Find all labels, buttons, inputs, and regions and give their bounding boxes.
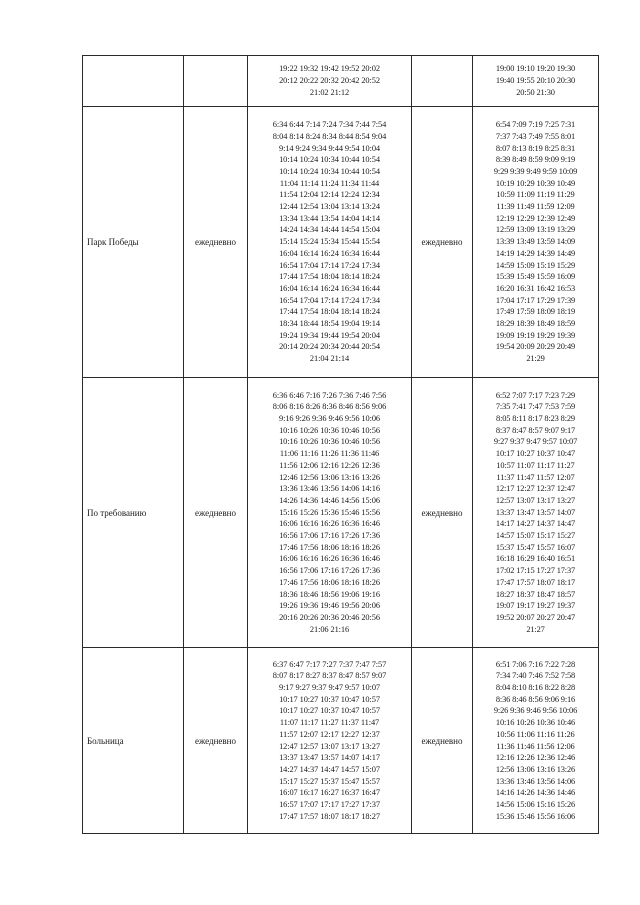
- times-cell: [473, 56, 599, 107]
- time-line: 20:12 20:22 20:32 20:42 20:52: [279, 76, 380, 86]
- time-line: 10:19 10:29 10:39 10:49: [495, 178, 576, 188]
- time-line: 21:04 21:14: [309, 354, 350, 364]
- time-line: 13:36 13:46 13:56 14:06: [495, 776, 576, 786]
- days-cell: [412, 56, 473, 107]
- stop-name: Больница: [83, 648, 184, 834]
- time-line: 13:37 13:47 13:57 14:07 14:17: [279, 753, 380, 763]
- time-line: 16:20 16:31 16:42 16:53: [495, 283, 576, 293]
- time-line: 13:34 13:44 13:54 14:04 14:14: [279, 213, 380, 223]
- time-line: 14:57 15:07 15:17 15:27: [495, 531, 576, 541]
- time-line: 6:34 6:44 7:14 7:24 7:34 7:44 7:54: [272, 120, 387, 130]
- time-line: 11:39 11:49 11:59 12:09: [496, 202, 575, 212]
- time-line: 19:22 19:32 19:42 19:52 20:02: [279, 64, 380, 74]
- schedule-row: [83, 107, 599, 378]
- time-line: 18:27 18:37 18:47 18:57: [495, 589, 576, 599]
- time-line: 18:29 18:39 18:49 18:59: [495, 319, 576, 329]
- time-line: 21:06 21:16: [309, 624, 350, 634]
- time-line: 12:56 13:06 13:16 13:26: [495, 764, 576, 774]
- times-cell: [248, 378, 412, 648]
- time-line: 9:16 9:26 9:36 9:46 9:56 10:06: [279, 414, 380, 424]
- time-line: 17:44 17:54 18:04 18:14 18:24: [279, 272, 380, 282]
- time-line: 19:54 20:09 20:29 20:49: [495, 342, 576, 352]
- time-line: 9:29 9:39 9:49 9:59 10:09: [493, 166, 578, 176]
- time-line: 7:34 7:40 7:46 7:52 7:58: [495, 671, 576, 681]
- time-line: 19:40 19:55 20:10 20:30: [495, 76, 576, 86]
- time-line: 12:17 12:27 12:37 12:47: [495, 484, 576, 494]
- times-list: [473, 119, 598, 365]
- time-line: 6:54 7:09 7:19 7:25 7:31: [495, 120, 576, 130]
- times-list: [473, 390, 598, 636]
- time-line: 11:57 12:07 12:17 12:27 12:37: [279, 729, 380, 739]
- time-line: 12:59 13:09 13:19 13:29: [495, 225, 576, 235]
- times-cell: [473, 378, 599, 648]
- time-line: 11:54 12:04 12:14 12:24 12:34: [279, 190, 380, 200]
- time-line: 13:39 13:49 13:59 14:09: [495, 237, 576, 247]
- times-cell: [248, 56, 412, 107]
- days-cell: ежедневно: [184, 107, 248, 378]
- time-line: 7:37 7:43 7:49 7:55 8:01: [495, 131, 576, 141]
- stop-name: По требованию: [83, 378, 184, 648]
- stop-name: Парк Победы: [83, 107, 184, 378]
- days-cell: ежедневно: [412, 378, 473, 648]
- time-line: 13:37 13:47 13:57 14:07: [495, 507, 576, 517]
- time-line: 9:14 9:24 9:34 9:44 9:54 10:04: [279, 143, 380, 153]
- time-line: 16:56 17:06 17:16 17:26 17:36: [279, 531, 380, 541]
- days-cell: ежедневно: [184, 378, 248, 648]
- time-line: 17:46 17:56 18:06 18:16 18:26: [279, 542, 380, 552]
- time-line: 11:56 12:06 12:16 12:26 12:36: [279, 460, 380, 470]
- time-line: 11:36 11:46 11:56 12:06: [496, 741, 575, 751]
- time-line: 10:16 10:26 10:36 10:46: [495, 718, 576, 728]
- time-line: 11:04 11:14 11:24 11:34 11:44: [279, 178, 380, 188]
- time-line: 19:52 20:07 20:27 20:47: [495, 612, 576, 622]
- schedule-row: [83, 378, 599, 648]
- time-line: 10:57 11:07 11:17 11:27: [496, 460, 575, 470]
- time-line: 14:24 14:34 14:44 14:54 15:04: [279, 225, 380, 235]
- time-line: 16:06 16:16 16:26 16:36 16:46: [279, 519, 380, 529]
- time-line: 9:27 9:37 9:47 9:57 10:07: [493, 437, 578, 447]
- time-line: 8:07 8:17 8:27 8:37 8:47 8:57 9:07: [272, 671, 387, 681]
- times-list: [473, 659, 598, 823]
- time-line: 10:17 10:27 10:37 10:47: [495, 449, 576, 459]
- time-line: 8:39 8:49 8:59 9:09 9:19: [495, 155, 576, 165]
- time-line: 16:54 17:04 17:14 17:24 17:34: [279, 260, 380, 270]
- time-line: 14:56 15:06 15:16 15:26: [495, 800, 576, 810]
- time-line: 19:09 19:19 19:29 19:39: [495, 330, 576, 340]
- time-line: 15:36 15:46 15:56 16:06: [495, 811, 576, 821]
- time-line: 12:46 12:56 13:06 13:16 13:26: [279, 472, 380, 482]
- time-line: 10:59 11:09 11:19 11:29: [496, 190, 575, 200]
- time-line: 17:44 17:54 18:04 18:14 18:24: [279, 307, 380, 317]
- days-cell: ежедневно: [412, 648, 473, 834]
- times-list: [473, 63, 598, 98]
- time-line: 12:57 13:07 13:17 13:27: [495, 495, 576, 505]
- time-line: 14:59 15:09 15:19 15:29: [495, 260, 576, 270]
- time-line: 12:19 12:29 12:39 12:49: [495, 213, 576, 223]
- times-cell: [248, 648, 412, 834]
- time-line: 19:00 19:10 19:20 19:30: [495, 64, 576, 74]
- times-list: [248, 119, 411, 365]
- time-line: 16:56 17:06 17:16 17:26 17:36: [279, 566, 380, 576]
- time-line: 21:27: [526, 624, 545, 634]
- time-line: 8:05 8:11 8:17 8:23 8:29: [496, 414, 575, 424]
- time-line: 6:36 6:46 7:16 7:26 7:36 7:46 7:56: [272, 390, 387, 400]
- schedule-row: [83, 648, 599, 834]
- time-line: 15:14 15:24 15:34 15:44 15:54: [279, 237, 380, 247]
- time-line: 9:17 9:27 9:37 9:47 9:57 10:07: [279, 682, 380, 692]
- time-line: 14:26 14:36 14:46 14:56 15:06: [279, 495, 380, 505]
- time-line: 10:17 10:27 10:37 10:47 10:57: [279, 706, 380, 716]
- time-line: 19:26 19:36 19:46 19:56 20:06: [279, 601, 380, 611]
- time-line: 18:34 18:44 18:54 19:04 19:14: [279, 319, 380, 329]
- time-line: 16:04 16:14 16:24 16:34 16:44: [279, 248, 380, 258]
- time-line: 6:52 7:07 7:17 7:23 7:29: [495, 390, 576, 400]
- time-line: 17:46 17:56 18:06 18:16 18:26: [279, 577, 380, 587]
- time-line: 10:17 10:27 10:37 10:47 10:57: [279, 694, 380, 704]
- time-line: 7:35 7:41 7:47 7:53 7:59: [495, 402, 576, 412]
- days-cell: ежедневно: [412, 107, 473, 378]
- time-line: 8:36 8:46 8:56 9:06 9:16: [495, 694, 576, 704]
- time-line: 17:04 17:17 17:29 17:39: [495, 295, 576, 305]
- times-cell: [473, 648, 599, 834]
- time-line: 8:06 8:16 8:26 8:36 8:46 8:56 9:06: [272, 402, 387, 412]
- time-line: 20:50 21:30: [516, 87, 555, 97]
- time-line: 15:39 15:49 15:59 16:09: [495, 272, 576, 282]
- time-line: 11:07 11:17 11:27 11:37 11:47: [279, 718, 380, 728]
- time-line: 16:04 16:14 16:24 16:34 16:44: [279, 283, 380, 293]
- schedule-row: [83, 56, 599, 107]
- times-list: [248, 659, 411, 823]
- days-cell: [184, 56, 248, 107]
- time-line: 15:16 15:26 15:36 15:46 15:56: [279, 507, 380, 517]
- time-line: 17:02 17:15 17:27 17:37: [495, 566, 576, 576]
- stop-name: [83, 56, 184, 107]
- times-list: [248, 63, 411, 98]
- time-line: 19:07 19:17 19:27 19:37: [495, 601, 576, 611]
- time-line: 6:37 6:47 7:17 7:27 7:37 7:47 7:57: [272, 659, 387, 669]
- time-line: 14:19 14:29 14:39 14:49: [495, 248, 576, 258]
- time-line: 8:04 8:10 8:16 8:22 8:28: [495, 682, 576, 692]
- time-line: 10:14 10:24 10:34 10:44 10:54: [279, 166, 380, 176]
- time-line: 11:06 11:16 11:26 11:36 11:46: [279, 449, 380, 459]
- time-line: 14:16 14:26 14:36 14:46: [495, 788, 576, 798]
- time-line: 10:16 10:26 10:36 10:46 10:56: [279, 425, 380, 435]
- time-line: 12:44 12:54 13:04 13:14 13:24: [279, 202, 380, 212]
- time-line: 17:47 17:57 18:07 18:17 18:27: [279, 811, 380, 821]
- time-line: 21:29: [526, 354, 545, 364]
- time-line: 10:16 10:26 10:36 10:46 10:56: [279, 437, 380, 447]
- time-line: 16:54 17:04 17:14 17:24 17:34: [279, 295, 380, 305]
- time-line: 8:04 8:14 8:24 8:34 8:44 8:54 9:04: [272, 131, 387, 141]
- time-line: 20:16 20:26 20:36 20:46 20:56: [279, 612, 380, 622]
- times-cell: [248, 107, 412, 378]
- time-line: 17:47 17:57 18:07 18:17: [495, 577, 576, 587]
- schedule-table: [82, 55, 599, 834]
- time-line: 16:18 16:29 16:40 16:51: [495, 554, 576, 564]
- time-line: 12:16 12:26 12:36 12:46: [495, 753, 576, 763]
- time-line: 13:36 13:46 13:56 14:06 14:16: [279, 484, 380, 494]
- time-line: 18:36 18:46 18:56 19:06 19:16: [279, 589, 380, 599]
- time-line: 10:56 11:06 11:16 11:26: [496, 729, 575, 739]
- time-line: 21:02 21:12: [309, 87, 350, 97]
- time-line: 20:14 20:24 20:34 20:44 20:54: [279, 342, 380, 352]
- time-line: 15:17 15:27 15:37 15:47 15:57: [279, 776, 380, 786]
- time-line: 8:37 8:47 8:57 9:07 9:17: [495, 425, 576, 435]
- time-line: 12:47 12:57 13:07 13:17 13:27: [279, 741, 380, 751]
- time-line: 8:07 8:13 8:19 8:25 8:31: [495, 143, 576, 153]
- time-line: 16:07 16:17 16:27 16:37 16:47: [279, 788, 380, 798]
- times-cell: [473, 107, 599, 378]
- time-line: 14:17 14:27 14:37 14:47: [495, 519, 576, 529]
- time-line: 14:27 14:37 14:47 14:57 15:07: [279, 764, 380, 774]
- time-line: 17:49 17:59 18:09 18:19: [495, 307, 576, 317]
- time-line: 19:24 19:34 19:44 19:54 20:04: [279, 330, 380, 340]
- time-line: 10:14 10:24 10:34 10:44 10:54: [279, 155, 380, 165]
- times-list: [248, 390, 411, 636]
- time-line: 9:26 9:36 9:46 9:56 10:06: [493, 706, 578, 716]
- time-line: 11:37 11:47 11:57 12:07: [496, 472, 575, 482]
- days-cell: ежедневно: [184, 648, 248, 834]
- time-line: 16:57 17:07 17:17 17:27 17:37: [279, 800, 380, 810]
- time-line: 15:37 15:47 15:57 16:07: [495, 542, 576, 552]
- time-line: 16:06 16:16 16:26 16:36 16:46: [279, 554, 380, 564]
- time-line: 6:51 7:06 7:16 7:22 7:28: [495, 659, 576, 669]
